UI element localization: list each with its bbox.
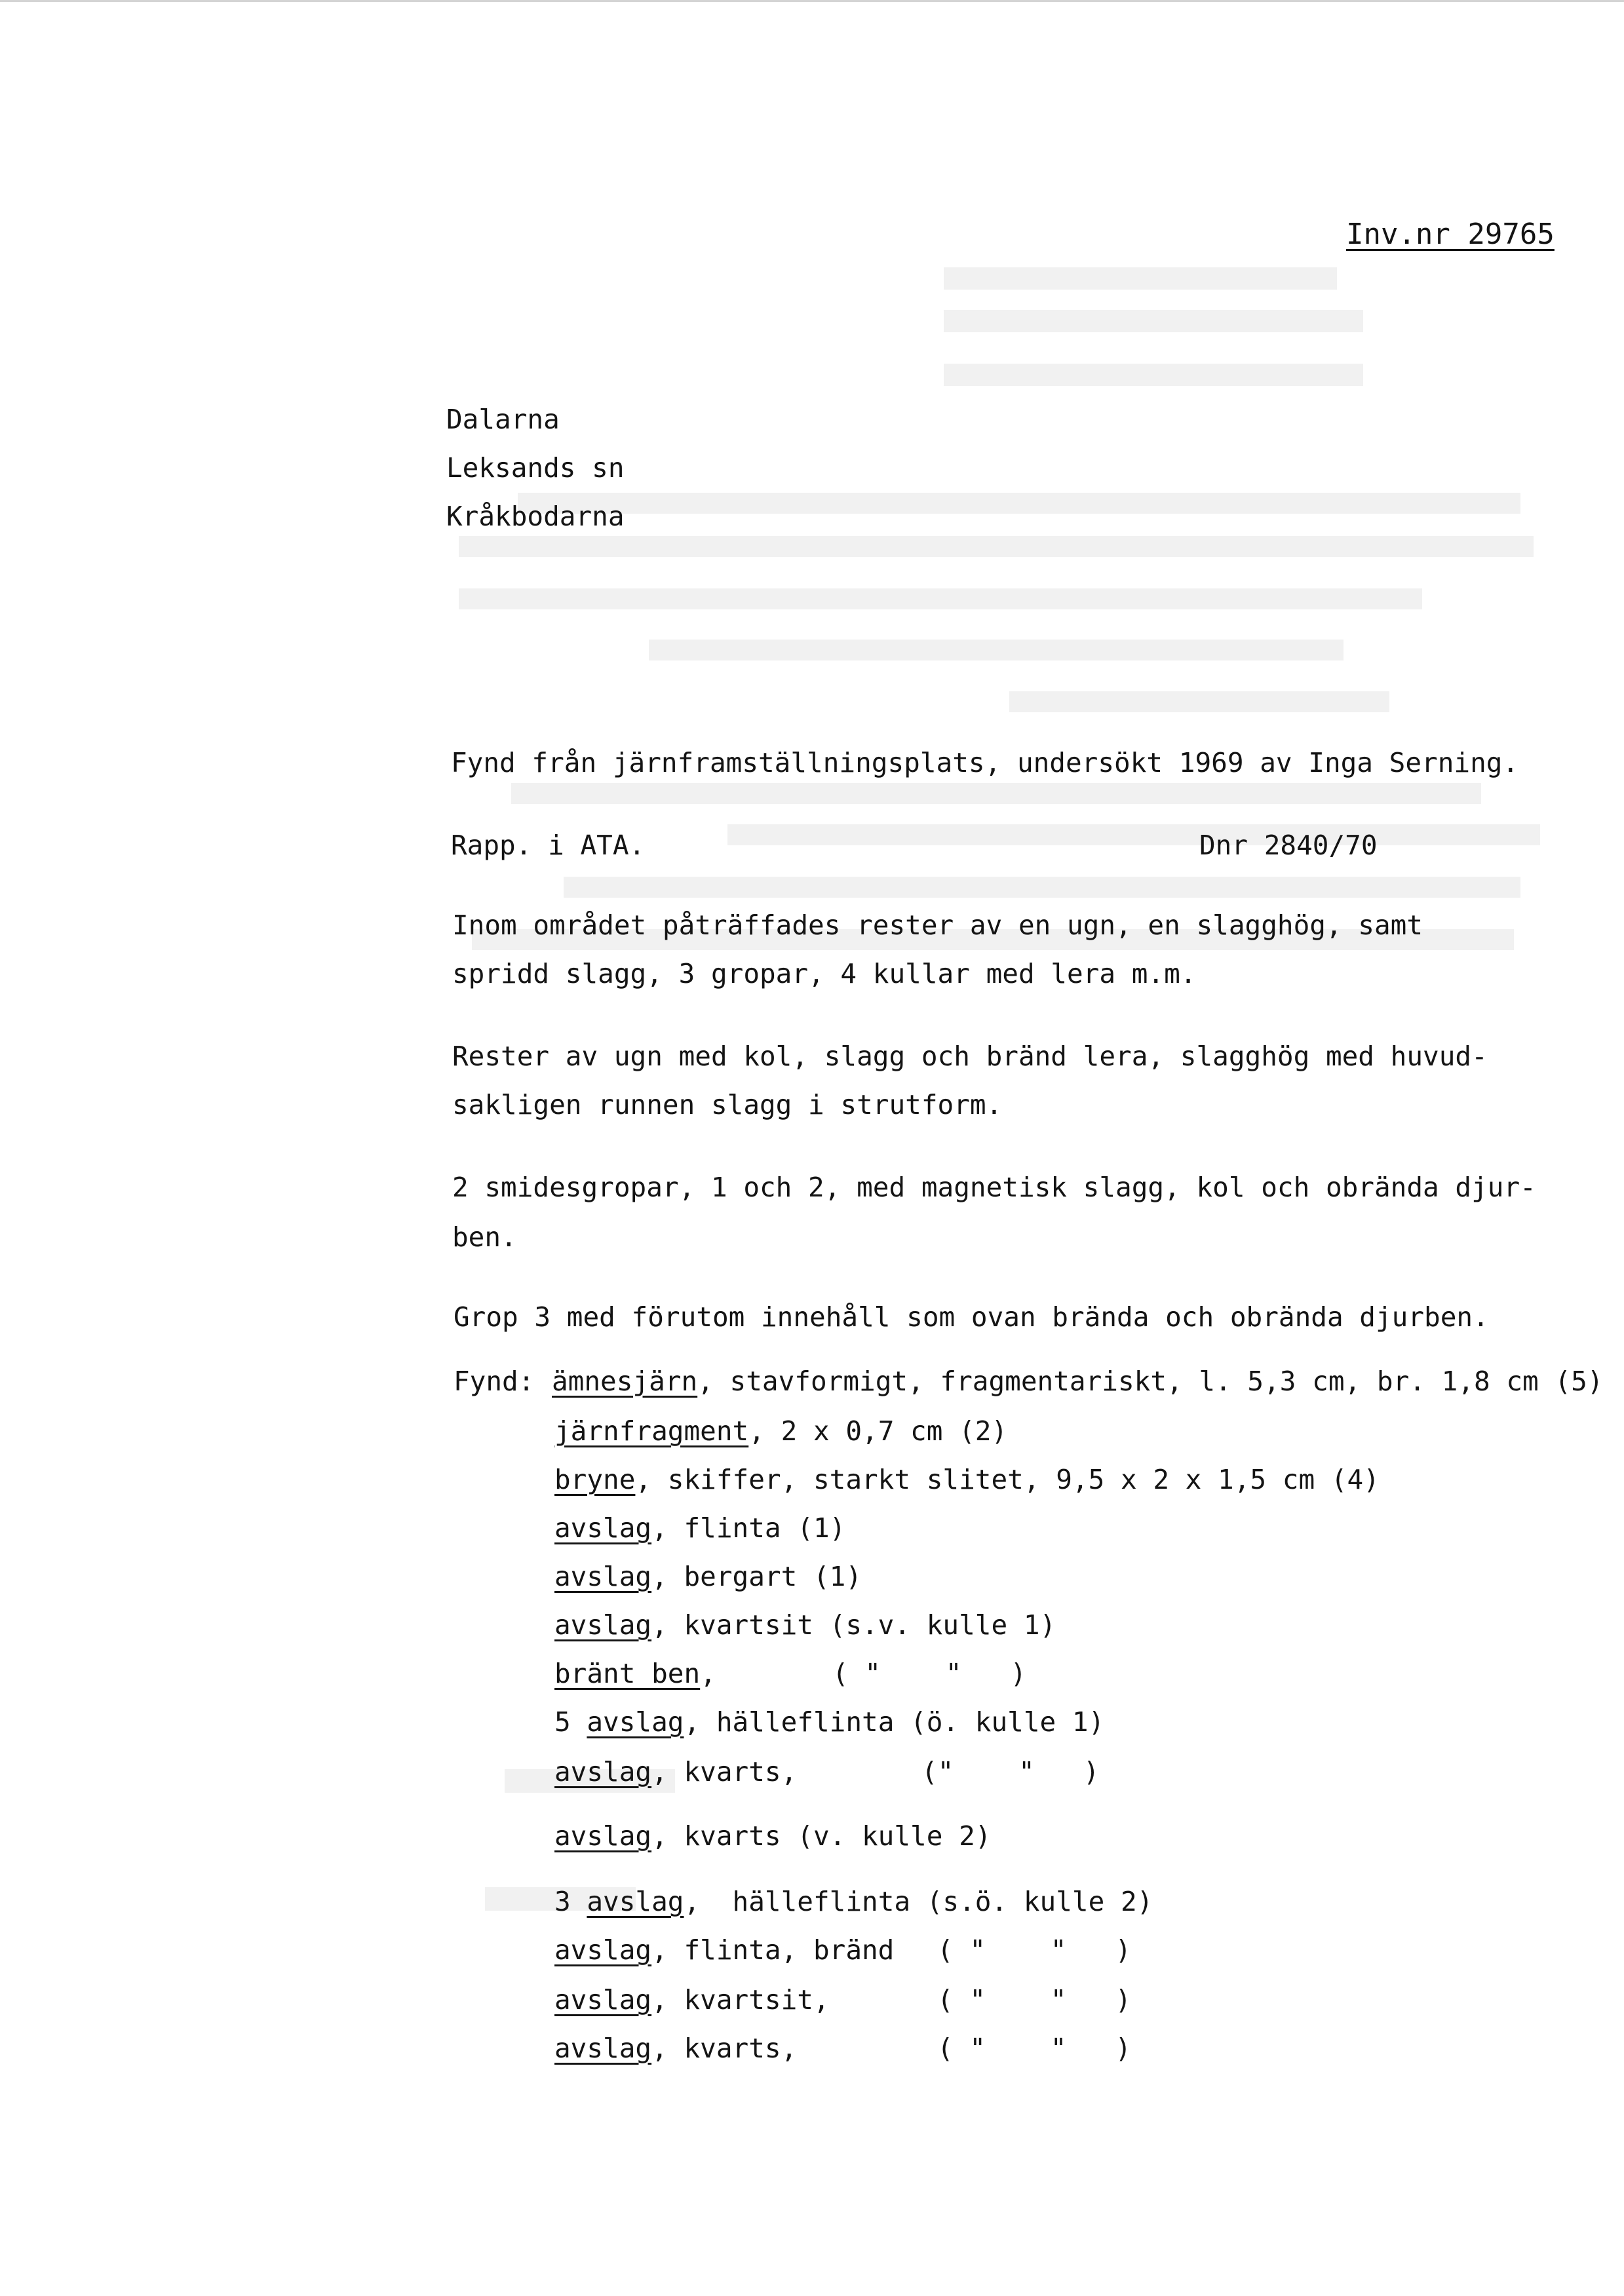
paragraph-line: Grop 3 med förutom innehåll som ovan brända och obrända djurben. bbox=[454, 1301, 1489, 1333]
location-parish: Leksands sn bbox=[446, 452, 625, 484]
find-count: 3 bbox=[554, 1886, 587, 1917]
paragraph-line: sakligen runnen slagg i strutform. bbox=[452, 1089, 1003, 1120]
paragraph-line: spridd slagg, 3 gropar, 4 kullar med lera m.m. bbox=[452, 958, 1197, 989]
find-description: , kvarts, bbox=[651, 2033, 798, 2064]
location-province: Dalarna bbox=[446, 404, 560, 435]
inventory-number bbox=[1277, 187, 1555, 282]
find-term: avslag bbox=[554, 1609, 652, 1641]
find-description: , kvarts (v. kulle 2) bbox=[651, 1820, 992, 1852]
find-description: , skiffer, starkt slitet, 9,5 x 2 x 1,5 cm (4) bbox=[635, 1464, 1380, 1495]
find-term: bränt ben bbox=[554, 1658, 701, 1689]
paragraph-line: Rester av ugn med kol, slagg och bränd lera, slagghög med huvud- bbox=[452, 1041, 1488, 1072]
find-term: avslag bbox=[554, 1561, 652, 1592]
find-description: , hälleflinta (ö. kulle 1) bbox=[684, 1706, 1105, 1738]
find-term: avslag bbox=[554, 1756, 652, 1788]
paragraph-line: Inom området påträffades rester av en ugn, en slagghög, samt bbox=[452, 909, 1423, 941]
find-description: , flinta, bränd bbox=[651, 1934, 895, 1966]
inventory-number-text: Inv.nr 29765 bbox=[1345, 218, 1555, 251]
find-term: avslag bbox=[587, 1886, 684, 1917]
paragraph-line: 2 smidesgropar, 1 och 2, med magnetisk slagg, kol och obrända djur- bbox=[452, 1172, 1536, 1203]
find-ditto-reference: (" " ) bbox=[921, 1756, 1100, 1788]
find-description: , 2 x 0,7 cm (2) bbox=[748, 1415, 1008, 1447]
find-item bbox=[552, 1366, 1603, 1397]
find-term: avslag bbox=[554, 1512, 652, 1544]
find-item bbox=[554, 1756, 797, 1788]
find-item bbox=[554, 1561, 862, 1592]
find-item bbox=[554, 1415, 1007, 1447]
find-item bbox=[554, 1609, 1056, 1641]
find-description: , flinta (1) bbox=[651, 1512, 846, 1544]
find-ditto-reference: ( " " ) bbox=[937, 1984, 1132, 2016]
find-term: bryne bbox=[554, 1464, 636, 1495]
find-description: , kvartsit, bbox=[651, 1984, 830, 2016]
finds-label: Fynd: bbox=[454, 1366, 535, 1397]
find-item bbox=[554, 1984, 830, 2016]
find-item bbox=[554, 1706, 1104, 1738]
find-ditto-reference: ( " " ) bbox=[832, 1658, 1027, 1689]
dnr-reference: Dnr 2840/70 bbox=[1199, 830, 1378, 861]
find-item bbox=[554, 1886, 1153, 1917]
find-item bbox=[554, 1512, 845, 1544]
paragraph-line: ben. bbox=[452, 1221, 517, 1253]
find-item bbox=[554, 1658, 716, 1689]
find-item bbox=[554, 2033, 797, 2064]
find-description: , bergart (1) bbox=[651, 1561, 862, 1592]
find-term: avslag bbox=[554, 1820, 652, 1852]
find-description: , hälleflinta (s.ö. kulle 2) bbox=[684, 1886, 1153, 1917]
find-description: , stavformigt, fragmentariskt, l. 5,3 cm, br. 1,8 cm (5) bbox=[697, 1366, 1604, 1397]
find-description: , kvartsit (s.v. kulle 1) bbox=[651, 1609, 1056, 1641]
find-item bbox=[554, 1934, 894, 1966]
find-description: , bbox=[700, 1658, 716, 1689]
find-item bbox=[554, 1464, 1380, 1495]
location-site: Kråkbodarna bbox=[446, 501, 625, 532]
find-term: avslag bbox=[587, 1706, 684, 1738]
find-ditto-reference: ( " " ) bbox=[937, 2033, 1132, 2064]
find-term: järnfragment bbox=[554, 1415, 749, 1447]
intro-line: Fynd från järnframställningsplats, undersökt 1969 av Inga Serning. bbox=[451, 747, 1519, 778]
find-ditto-reference: ( " " ) bbox=[937, 1934, 1132, 1966]
find-item bbox=[554, 1820, 991, 1852]
find-term: ämnesjärn bbox=[552, 1366, 698, 1397]
find-count: 5 bbox=[554, 1706, 587, 1738]
report-reference: Rapp. i ATA. bbox=[451, 830, 646, 861]
find-description: , kvarts, bbox=[651, 1756, 798, 1788]
find-term: avslag bbox=[554, 1984, 652, 2016]
find-term: avslag bbox=[554, 1934, 652, 1966]
find-term: avslag bbox=[554, 2033, 652, 2064]
